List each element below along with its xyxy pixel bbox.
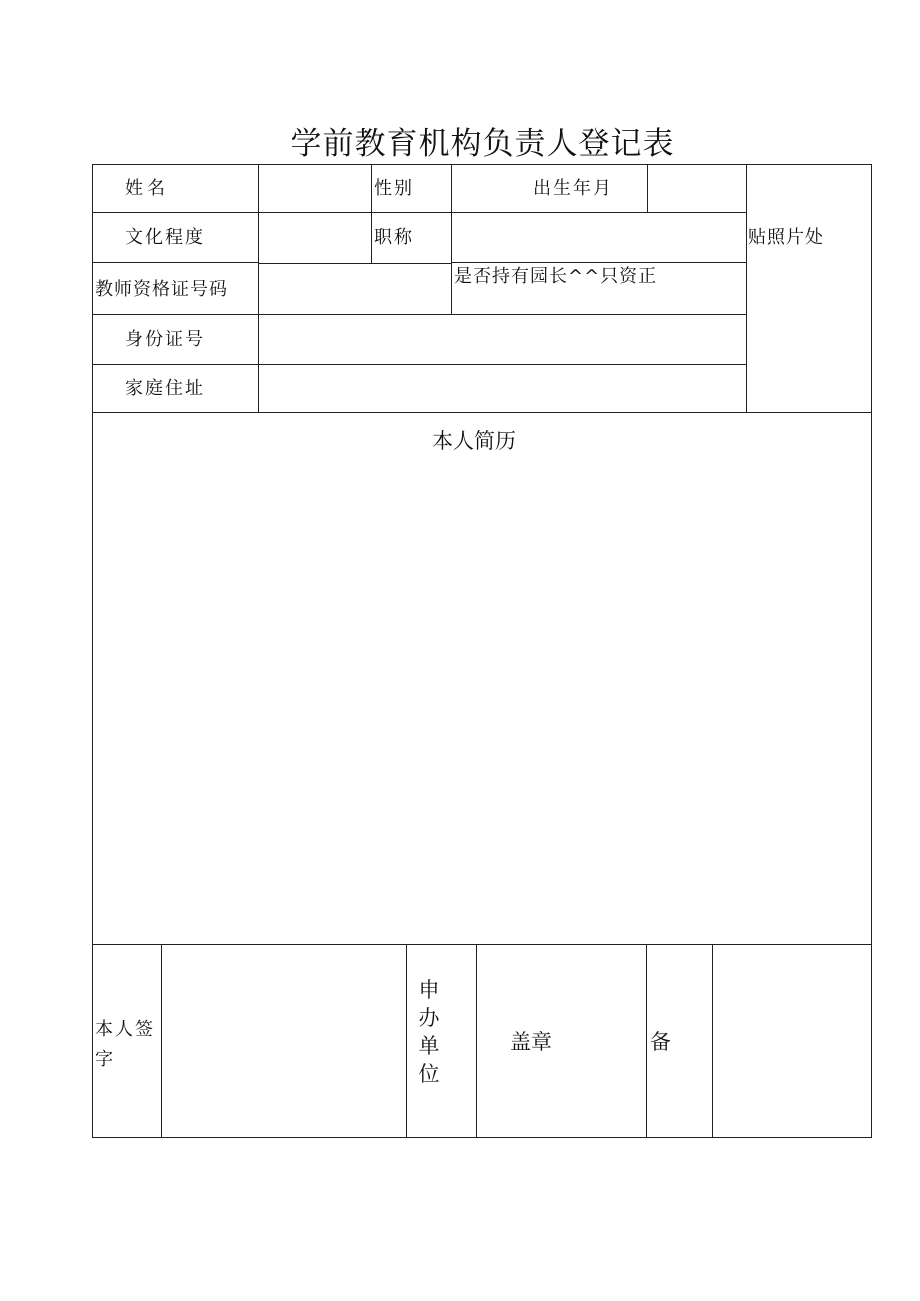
- director-cert-label: 是否持有园长^^只资正: [454, 266, 658, 287]
- birth-field[interactable]: [648, 165, 745, 211]
- row-divider: [92, 412, 872, 413]
- education-label: 文化程度: [125, 227, 205, 248]
- job-title-label: 职称: [374, 227, 414, 248]
- job-title-field[interactable]: [452, 213, 745, 261]
- education-field[interactable]: [259, 213, 370, 261]
- row-divider: [451, 262, 746, 263]
- row-divider: [92, 262, 258, 263]
- column-divider: [406, 944, 407, 1138]
- signature-field[interactable]: [162, 945, 405, 1137]
- organizer-unit-field[interactable]: [477, 945, 645, 1137]
- seal-label: 盖章: [510, 1030, 552, 1054]
- resume-field[interactable]: [93, 462, 871, 943]
- column-divider: [646, 944, 647, 1138]
- name-label: 姓名: [125, 178, 169, 199]
- name-field[interactable]: [259, 165, 370, 211]
- id-number-label: 身份证号: [125, 329, 205, 350]
- resume-label: 本人简历: [432, 429, 516, 453]
- gender-field[interactable]: [372, 165, 450, 211]
- remark-field[interactable]: [713, 945, 871, 1137]
- birth-label: 出生年月: [533, 178, 613, 199]
- signature-label: 本人签字: [95, 1019, 155, 1070]
- photo-placeholder-label: 贴照片处: [748, 227, 824, 248]
- remark-label: 备: [650, 1030, 671, 1054]
- organizer-unit-label: 申办单位: [418, 978, 440, 1086]
- form-title: 学前教育机构负责人登记表: [290, 126, 675, 162]
- gender-label: 性别: [374, 178, 414, 199]
- id-number-field[interactable]: [259, 315, 745, 363]
- address-label: 家庭住址: [125, 378, 205, 399]
- address-field[interactable]: [259, 365, 745, 411]
- teacher-cert-field[interactable]: [259, 264, 450, 313]
- teacher-cert-label: 教师资格证号码: [95, 279, 228, 300]
- column-divider: [746, 164, 747, 412]
